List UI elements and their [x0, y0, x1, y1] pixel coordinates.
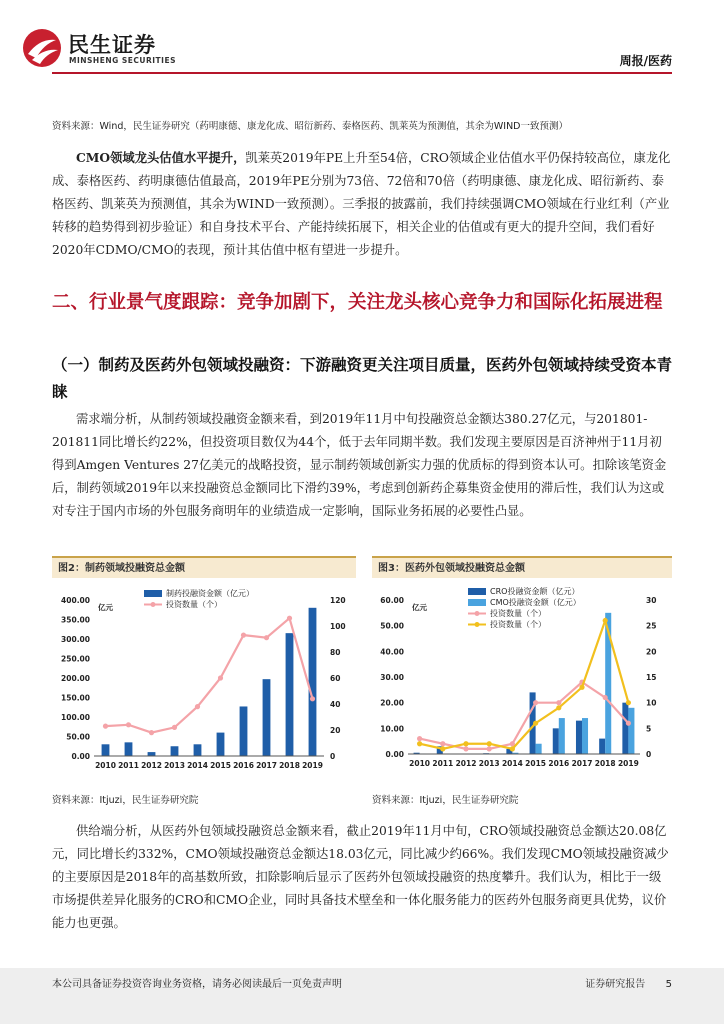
- line-point: [172, 725, 177, 730]
- y2-tick-label: 10: [646, 698, 657, 708]
- y-tick-label: 50.00: [66, 732, 90, 742]
- bar: [536, 744, 542, 754]
- legend-label: 制药投融资金额（亿元）: [166, 589, 254, 598]
- bar: [286, 633, 294, 756]
- line-point: [417, 736, 422, 741]
- x-tick-label: 2010: [409, 759, 431, 768]
- legend-label: 投资数量（个）: [166, 600, 222, 609]
- y2-tick-label: 20: [330, 726, 341, 735]
- report-tag: 周报/医药: [619, 54, 672, 68]
- paragraph-body: 凯莱英2019年PE上升至54倍，CRO领域企业估值水平仍保持较高位，康龙化成、泰格医药、药明康德估值最高，2019年PE分别为73倍、72倍和70倍（药明康德、康龙化成、昭衍新药、泰格医药、凯莱英为预测值，其余为WIND一致预测）。三季报的披露前，我们持续强调CMO领域在行业红利（产业转移的趋势得到初步验证）和自身技术平台、产能持续拓展下，相关企业的估值或有更大的提升空间，我们看好2020年CDMO/CMO的表现，预计其估值中枢有望进一步提升。: [52, 151, 671, 257]
- legend-label: CRO投融资金额（亿元）: [490, 587, 580, 596]
- line-point: [463, 741, 468, 746]
- line-point: [533, 700, 538, 705]
- y-axis-unit-label: 亿元: [98, 603, 113, 612]
- line-point: [195, 704, 200, 709]
- x-tick-label: 2014: [187, 761, 208, 770]
- legend-swatch: [468, 599, 486, 606]
- line-point: [533, 721, 538, 726]
- line-point: [310, 696, 315, 701]
- bar: [171, 746, 179, 756]
- paragraph-supply-analysis: 供给端分析，从医药外包领域投融资总金额来看，截止2019年11月中旬，CRO领域投融资总金额达20.08亿元，同比增长约332%，CMO领域投融资总金额达18.03亿元，同比减少约66%。我们发现CMO领域投融资减少的主要原因是2018年的高基数所致，扣除影响后显示了医药外包领域投融资的热度攀升。我们认为，相比于一级市场提供差异化服务的CRO和CMO企业，同时具备技术壁垒和一体化服务能力的医药外包服务商更具优势，议价能力也更强。: [52, 824, 669, 930]
- y2-tick-label: 80: [330, 648, 341, 657]
- y2-tick-label: 25: [646, 621, 657, 631]
- legend-marker: [151, 602, 156, 607]
- bar: [628, 708, 634, 754]
- line-point: [463, 746, 468, 751]
- line-point: [556, 705, 561, 710]
- bar: [599, 739, 605, 754]
- figure-2-chart: [52, 580, 356, 776]
- bar: [148, 752, 156, 756]
- header-logo: [22, 26, 197, 74]
- line-point: [487, 746, 492, 751]
- line-point: [287, 616, 292, 621]
- legend-swatch: [144, 590, 162, 597]
- line-point: [218, 675, 223, 680]
- line-point: [440, 741, 445, 746]
- y-tick-label: 30.00: [380, 673, 404, 682]
- legend-label: CMO投融资金额（亿元）: [490, 598, 581, 607]
- y-tick-label: 0.00: [385, 750, 404, 759]
- line-point: [241, 633, 246, 638]
- line-point: [264, 635, 269, 640]
- line-point: [103, 724, 108, 729]
- y2-tick-label: 120: [330, 596, 346, 605]
- y2-tick-label: 20: [646, 647, 657, 657]
- y-tick-label: 40.00: [380, 647, 404, 657]
- y2-tick-label: 0: [646, 750, 652, 759]
- line-point: [603, 695, 608, 700]
- line-point: [126, 722, 131, 727]
- bar: [102, 744, 110, 756]
- x-tick-label: 2016: [233, 761, 254, 770]
- x-tick-label: 2019: [617, 759, 639, 768]
- x-tick-label: 2015: [525, 759, 547, 768]
- paragraph-cmo-valuation: [52, 146, 672, 262]
- line-point: [626, 700, 631, 705]
- x-tick-label: 2011: [118, 761, 139, 770]
- y-axis-unit-label: 亿元: [412, 603, 427, 612]
- figure-2-title: 图2：制药领域投融资总金额: [52, 556, 356, 578]
- figure-2-source: 资料来源：Itjuzi，民生证券研究院: [52, 795, 199, 806]
- bar: [240, 706, 248, 756]
- x-tick-label: 2012: [455, 759, 477, 768]
- figure-3-source: 资料来源：Itjuzi，民生证券研究院: [372, 795, 519, 806]
- paragraph-lead-bold: CMO领域龙头估值水平提升，: [76, 150, 246, 165]
- footer-disclaimer: 本公司具备证券投资咨询业务资格，请务必阅读最后一页免责声明: [52, 979, 342, 990]
- line-point: [556, 700, 561, 705]
- y-tick-label: 400.00: [61, 596, 90, 605]
- y2-tick-label: 0: [330, 752, 336, 761]
- y2-tick-label: 60: [330, 674, 341, 683]
- y-tick-label: 300.00: [61, 635, 90, 644]
- x-tick-label: 2015: [210, 761, 231, 770]
- x-tick-label: 2011: [432, 759, 454, 768]
- logo-english-name: MINSHENG SECURITIES: [69, 56, 176, 65]
- footer-report-info: [585, 975, 672, 990]
- series-line: [420, 682, 629, 749]
- line-point: [487, 741, 492, 746]
- legend-label: 投资数量（个）: [490, 609, 546, 618]
- bar: [576, 721, 582, 754]
- bar: [582, 718, 588, 754]
- footer-report-type: 证券研究报告: [585, 979, 646, 990]
- y-tick-label: 0.00: [71, 752, 90, 761]
- x-tick-label: 2010: [95, 761, 116, 770]
- y-tick-label: 50.00: [380, 621, 404, 631]
- y-tick-label: 10.00: [380, 724, 404, 734]
- x-tick-label: 2016: [548, 759, 570, 768]
- page-number: 5: [665, 979, 672, 990]
- bar: [125, 742, 133, 756]
- line-point: [626, 721, 631, 726]
- line-point: [579, 685, 584, 690]
- y2-tick-label: 100: [330, 622, 346, 631]
- y-tick-label: 20.00: [380, 698, 404, 708]
- y-tick-label: 200.00: [61, 674, 90, 683]
- x-tick-label: 2012: [141, 761, 162, 770]
- y-tick-label: 100.00: [61, 713, 90, 722]
- table-source-note: 资料来源：Wind，民生证券研究（药明康德、康龙化成、昭衍新药、泰格医药、凯莱英为预测值，其余为WIND一致预测）: [52, 121, 568, 132]
- series-line: [106, 618, 313, 732]
- bar: [194, 744, 202, 756]
- legend-marker: [475, 611, 480, 616]
- x-tick-label: 2019: [302, 761, 323, 770]
- line-point: [440, 746, 445, 751]
- x-tick-label: 2017: [571, 759, 593, 768]
- bar: [263, 679, 271, 756]
- logo-chinese-name: 民生证券: [68, 33, 156, 57]
- line-point: [510, 746, 515, 751]
- section-heading: 二、行业景气度跟踪：竞争加剧下，关注龙头核心竞争力和国际化拓展进程: [52, 292, 663, 313]
- bar: [217, 733, 225, 756]
- line-point: [149, 730, 154, 735]
- header-divider: [52, 72, 672, 74]
- y2-tick-label: 5: [646, 724, 652, 734]
- x-tick-label: 2018: [279, 761, 300, 770]
- x-tick-label: 2013: [478, 759, 500, 768]
- x-tick-label: 2017: [256, 761, 277, 770]
- subsection-heading: （一）制药及医药外包领域投融资：下游融资更关注项目质量，医药外包领域持续受资本青睐: [52, 356, 673, 401]
- figure-3-chart: [372, 580, 672, 776]
- y-tick-label: 250.00: [61, 654, 90, 664]
- y-tick-label: 60.00: [380, 596, 404, 605]
- paragraph-demand-analysis: 需求端分析，从制药领域投融资金额来看，到2019年11月中旬投融资总金额达380.27亿元，与201801-201811同比增长约22%，但投资项目数仅为44个，低于去年同期半数。我们发现主要原因是百济神州于11月初得到Amgen Ventures 27亿美元的战略投资，显示制药领域创新实力强的优质标的得到资本认可。扣除该笔资金后，制药领域2019年以来投融资总金额同比下滑约39%，考虑到创新药企募集资金使用的滞后性，我们认为这或对专注于国内市场的外包服务商明年的业绩造成一定影响，国际业务拓展的必要性凸显。: [52, 412, 667, 518]
- y2-tick-label: 40: [330, 700, 341, 709]
- legend-swatch: [468, 588, 486, 595]
- bar: [553, 728, 559, 754]
- y-tick-label: 150.00: [61, 693, 90, 703]
- series-line: [420, 621, 629, 749]
- x-tick-label: 2018: [594, 759, 616, 768]
- bar: [622, 703, 628, 754]
- figure-3-title: 图3：医药外包领域投融资总金额: [372, 556, 672, 578]
- y2-tick-label: 15: [646, 673, 657, 682]
- minsheng-logo-icon: [22, 28, 62, 68]
- legend-marker: [475, 622, 480, 627]
- line-point: [417, 741, 422, 746]
- bar: [559, 718, 565, 754]
- x-tick-label: 2013: [164, 761, 185, 770]
- legend-label: 投资数量（个）: [490, 620, 546, 629]
- y-tick-label: 350.00: [61, 615, 90, 625]
- bar: [309, 608, 317, 756]
- x-tick-label: 2014: [501, 759, 523, 768]
- y2-tick-label: 30: [646, 596, 657, 605]
- line-point: [603, 618, 608, 623]
